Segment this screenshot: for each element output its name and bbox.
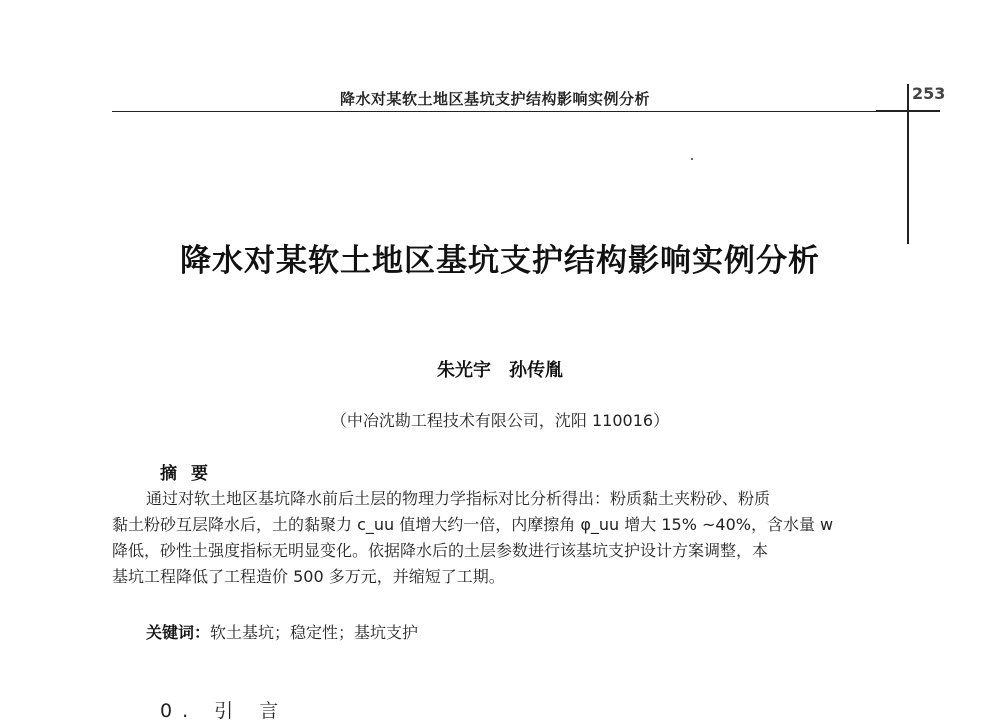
abstract-body <box>112 486 898 590</box>
page-number: 253 <box>912 84 946 103</box>
header-rule <box>112 111 920 112</box>
scan-speck <box>691 158 693 160</box>
abstract-heading: 摘要 <box>160 464 222 484</box>
abstract-line: 黏土粉砂互层降水后，土的黏聚力 c_uu 值增大约一倍，内摩擦角 φ_uu 增大 15% ~40%，含水量 w <box>112 515 834 534</box>
running-head-title: 降水对某软土地区基坑支护结构影响实例分析 <box>340 90 651 108</box>
paper-affiliation: （中冶沈勘工程技术有限公司，沈阳 110016） <box>330 411 670 430</box>
paper-title: 降水对某软土地区基坑支护结构影响实例分析 <box>180 243 820 279</box>
margin-rule <box>907 84 909 244</box>
paper-authors: 朱光宇 孙传胤 <box>437 360 563 381</box>
abstract-line: 基坑工程降低了工程造价 500 多万元，并缩短了工期。 <box>112 567 505 586</box>
abstract-line: 降低，砂性土强度指标无明显变化。依据降水后的土层参数进行该基坑支护设计方案调整，本 <box>112 541 769 560</box>
section-heading: 0. 引 言 <box>160 700 289 722</box>
abstract-line: 通过对软土地区基坑降水前后土层的物理力学指标对比分析得出：粉质黏土夹粉砂、粉质 <box>146 489 771 508</box>
keywords-text: 软土基坑；稳定性；基坑支护 <box>210 623 419 642</box>
keywords <box>146 620 418 643</box>
keywords-label: 关键词： <box>146 623 211 642</box>
